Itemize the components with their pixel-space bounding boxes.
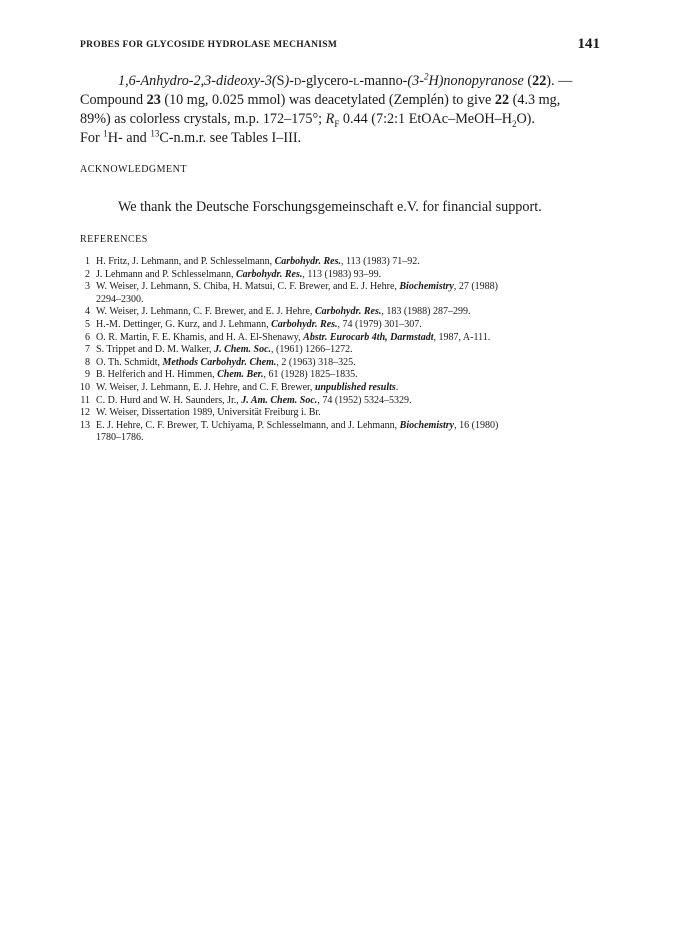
text-run: O). <box>516 111 535 127</box>
reference-text <box>96 269 606 282</box>
text-run: 89%) as colorless crystals, m.p. 172–175°; <box>80 111 326 127</box>
compound-name-part: ). — <box>546 73 573 89</box>
isotope-superscript: 13 <box>150 128 160 139</box>
compound-name-part: ( <box>523 73 533 89</box>
reference-authors: O. Th. Schmidt, <box>96 356 163 368</box>
isotope-superscript: 1 <box>103 128 108 139</box>
compound-number: 22 <box>494 92 510 108</box>
reference-item <box>76 395 606 408</box>
reference-number: 2 <box>85 268 90 280</box>
compound-name-part: 1,6-Anhydro-2,3-dideoxy-3( <box>118 73 277 89</box>
reference-details: , (1961) 1266–1272. <box>271 344 353 356</box>
reference-details: , 1987, A-111. <box>433 331 491 343</box>
reference-text <box>96 369 606 382</box>
reference-item <box>76 420 606 445</box>
acknowledgment-text: We thank the Deutsche Forschungsgemeinschaft e.V. for financial support. <box>118 199 542 215</box>
reference-item <box>76 382 606 395</box>
text-run: Compound <box>80 92 147 108</box>
compound-title-line <box>80 72 605 91</box>
reference-item <box>76 332 606 345</box>
reference-authors: W. Weiser, Dissertation 1989, Universität Freiburg i. Br. <box>96 407 321 419</box>
formula-subscript: 2 <box>511 118 517 129</box>
reference-item <box>76 269 606 282</box>
reference-number: 11 <box>80 394 90 406</box>
reference-journal: J. Am. Chem. Soc. <box>241 394 318 406</box>
reference-number: 1 <box>85 256 90 267</box>
reference-journal: unpublished results <box>314 381 396 393</box>
reference-authors: W. Weiser, J. Lehmann, E. J. Hehre, and C. F. Brewer, <box>96 381 315 393</box>
reference-authors: B. Helferich and H. Himmen, <box>96 369 218 381</box>
reference-authors: O. R. Martin, F. E. Khamis, and H. A. El-Shenawy, <box>96 331 304 343</box>
references-heading: REFERENCES <box>80 234 148 245</box>
reference-number: 3 <box>85 281 90 293</box>
reference-journal: Carbohydr. Res. <box>314 306 382 318</box>
compound-number: 22 <box>532 73 547 89</box>
reference-details: . <box>395 381 399 393</box>
reference-details: , 61 (1928) 1825–1835. <box>263 369 358 381</box>
text-run: (4.3 mg, <box>509 92 561 108</box>
reference-number: 8 <box>85 356 90 368</box>
compound-paragraph <box>80 72 605 148</box>
reference-text <box>96 281 606 306</box>
reference-journal: Methods Carbohydr. Chem. <box>162 356 277 368</box>
reference-journal: Abstr. Eurocarb 4th, Darmstadt <box>303 331 434 343</box>
reference-authors: S. Trippet and D. M. Walker, <box>96 344 215 356</box>
reference-authors: W. Weiser, J. Lehmann, S. Chiba, H. Matsui, C. F. Brewer, and E. J. Hehre, <box>96 281 400 293</box>
reference-authors: H. Fritz, J. Lehmann, and P. Schlesselmann, <box>96 256 275 267</box>
reference-item <box>76 281 606 306</box>
reference-continuation: 1780–1786. <box>96 432 144 444</box>
reference-text <box>96 344 606 357</box>
reference-text <box>96 382 606 395</box>
reference-authors: C. D. Hurd and W. H. Saunders, Jr., <box>96 394 242 406</box>
rf-symbol: R <box>325 111 335 127</box>
reference-authors: H.-M. Dettinger, G. Kurz, and J. Lehmann, <box>96 318 272 330</box>
config-descriptor: l <box>353 73 360 89</box>
text-run: For <box>80 130 104 146</box>
reference-details: , 74 (1979) 301–307. <box>337 318 422 330</box>
reference-details: , 2 (1963) 318–325. <box>276 356 356 368</box>
reference-journal: J. Chem. Soc. <box>214 344 272 356</box>
reference-continuation: 2294–2300. <box>96 293 144 305</box>
reference-number: 10 <box>80 381 90 393</box>
reference-item <box>76 369 606 382</box>
running-title: PROBES FOR GLYCOSIDE HYDROLASE MECHANISM <box>80 40 338 50</box>
reference-authors: E. J. Hehre, C. F. Brewer, T. Uchiyama, P. Schlesselmann, and J. Lehmann, <box>96 419 400 431</box>
reference-number: 7 <box>85 344 90 356</box>
reference-text <box>96 407 606 420</box>
reference-details: , 113 (1983) 93–99. <box>302 268 382 280</box>
reference-item <box>76 319 606 332</box>
compound-name-part: )- <box>284 73 294 89</box>
reference-details: , 74 (1952) 5324–5329. <box>317 394 412 406</box>
text-run: (10 mg, 0.025 mmol) was deacetylated (Zemplén) to give <box>160 92 495 108</box>
reference-details: , 113 (1983) 71–92. <box>341 256 420 267</box>
reference-item <box>76 306 606 319</box>
reference-journal: Biochemistry <box>399 419 455 431</box>
acknowledgment-heading: ACKNOWLEDGMENT <box>80 164 187 175</box>
paragraph-line <box>80 129 605 148</box>
reference-text <box>96 357 606 370</box>
reference-details: , 183 (1988) 287–299. <box>381 306 471 318</box>
reference-journal: Carbohydr. Res. <box>235 268 303 280</box>
reference-journal: Biochemistry <box>399 281 454 293</box>
compound-name-part: -glycero- <box>301 73 354 89</box>
reference-authors: J. Lehmann and P. Schlesselmann, <box>96 268 236 280</box>
compound-number: 23 <box>146 92 161 108</box>
reference-item <box>76 344 606 357</box>
reference-number: 12 <box>80 407 90 419</box>
page-number: 141 <box>577 36 600 52</box>
config-descriptor: d <box>293 73 302 89</box>
paragraph-line <box>80 91 605 110</box>
compound-name-part: (3- <box>407 73 424 89</box>
compound-name-part: H)nonopyranose <box>428 73 524 89</box>
text-run: H- and <box>107 130 151 146</box>
reference-number: 5 <box>85 318 90 330</box>
reference-text <box>96 306 606 319</box>
compound-name-part: -manno- <box>359 73 408 89</box>
rf-subscript: F <box>334 118 340 129</box>
reference-journal: Carbohydr. Res. <box>274 256 341 267</box>
text-run: 0.44 (7:2:1 EtOAc–MeOH–H <box>339 111 512 127</box>
reference-list <box>76 256 606 445</box>
reference-number: 9 <box>85 369 90 381</box>
reference-text <box>96 395 606 408</box>
reference-details: , 27 (1988) <box>453 281 499 293</box>
reference-journal: Chem. Ber. <box>217 369 264 381</box>
reference-item <box>76 256 606 269</box>
reference-journal: Carbohydr. Res. <box>271 318 338 330</box>
reference-item <box>76 357 606 370</box>
reference-number: 4 <box>85 306 90 318</box>
reference-number: 13 <box>80 419 90 431</box>
reference-text <box>96 332 606 345</box>
running-head <box>80 36 600 56</box>
reference-authors: W. Weiser, J. Lehmann, C. F. Brewer, and E. J. Hehre, <box>96 306 315 318</box>
reference-item <box>76 407 606 420</box>
isotope-superscript: 2 <box>423 71 429 82</box>
text-run: C-n.m.r. see Tables I–III. <box>159 130 302 146</box>
reference-text <box>96 420 606 445</box>
reference-text <box>96 319 606 332</box>
reference-details: , 16 (1980) <box>454 419 499 431</box>
paragraph-line <box>80 110 605 129</box>
stereo-descriptor: S <box>276 73 285 89</box>
reference-number: 6 <box>85 331 90 343</box>
reference-text <box>96 256 606 269</box>
